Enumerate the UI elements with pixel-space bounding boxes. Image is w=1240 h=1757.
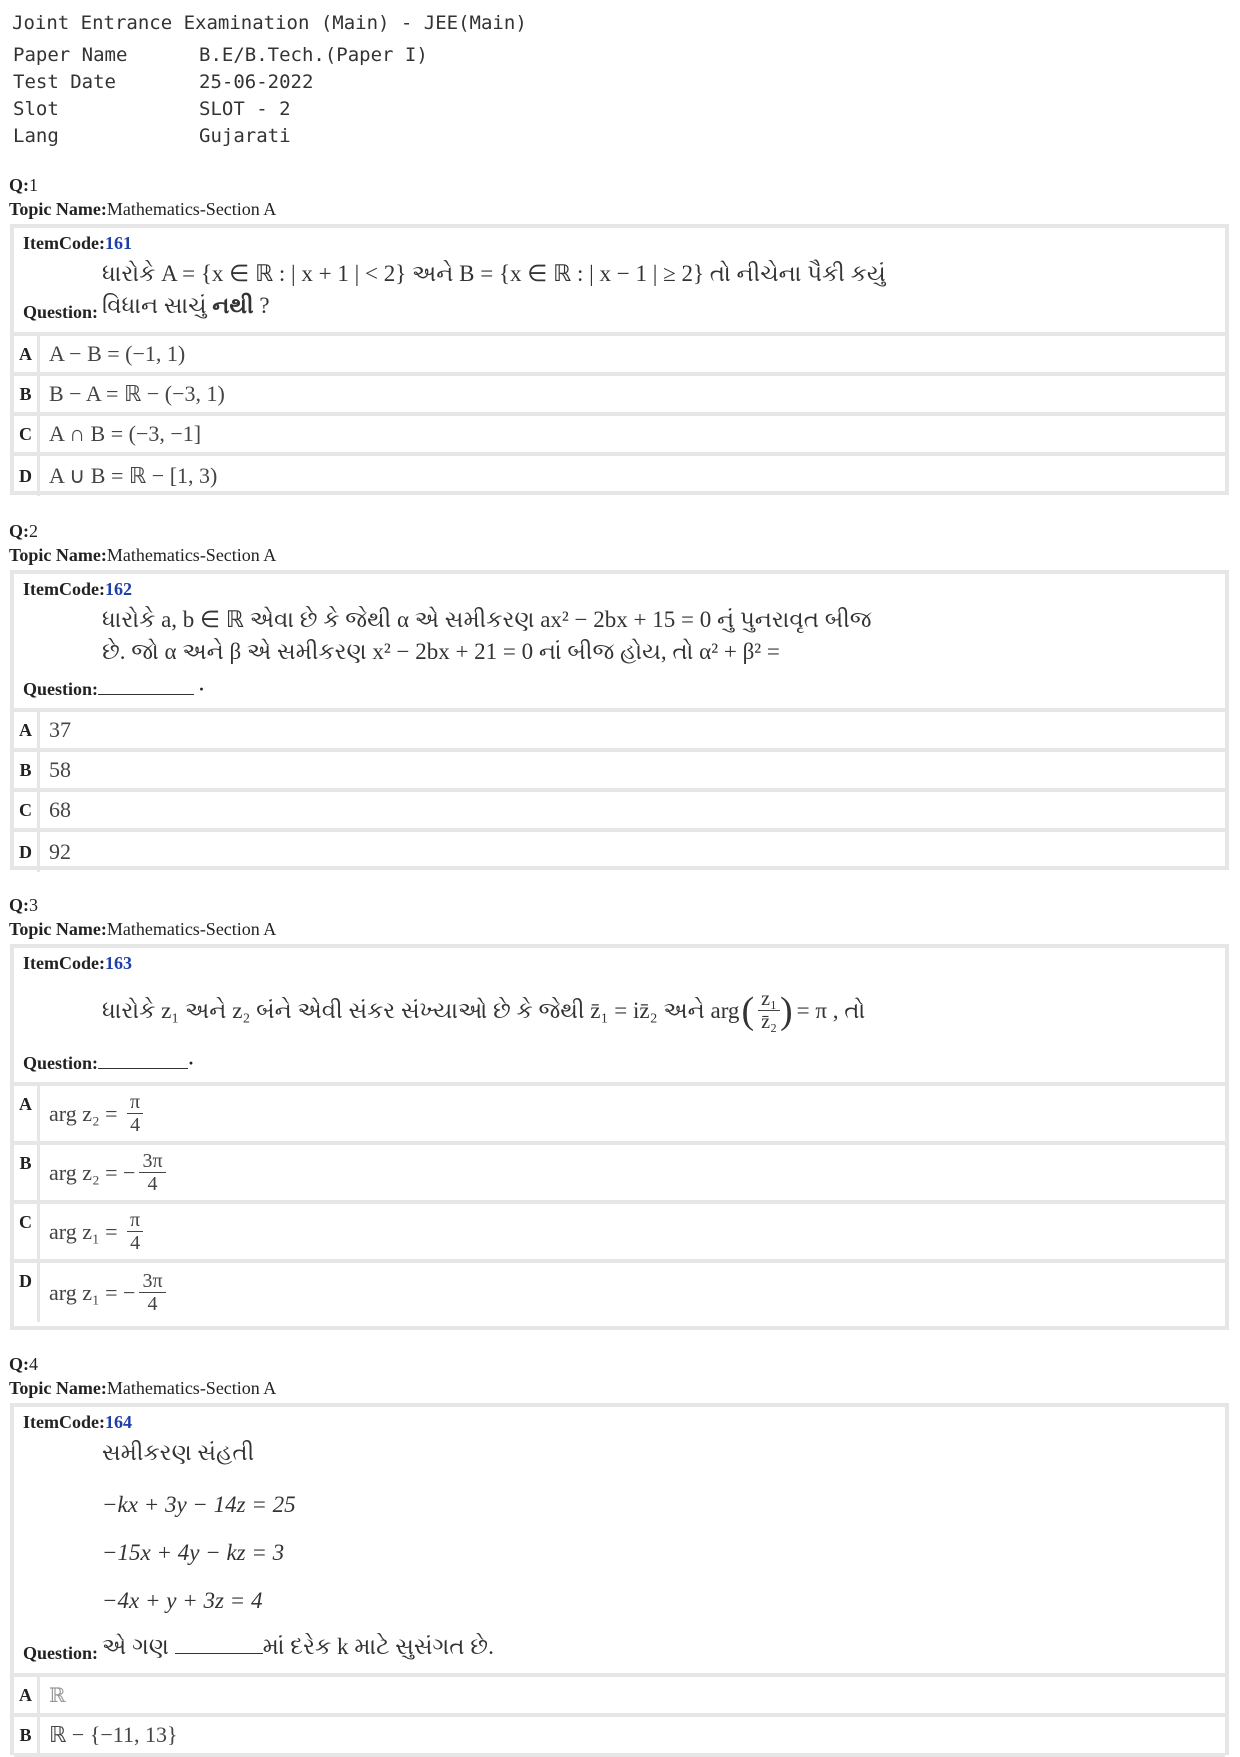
option-a[interactable] [14, 1677, 1225, 1717]
answer-blank [98, 678, 194, 695]
exam-title: Joint Entrance Examination (Main) - JEE(Main) [12, 12, 527, 34]
option-letter: B [14, 1717, 40, 1753]
option-text: A ∩ B = (−3, −1] [49, 421, 202, 446]
exam-header [12, 10, 527, 150]
meta-value: Gujarati [199, 125, 291, 147]
question-cell [14, 228, 1225, 336]
equation: −kx + 3y − 14z = 25 [102, 1492, 296, 1517]
option-letter: A [14, 1677, 40, 1713]
option-d[interactable] [14, 832, 1225, 872]
question-label: Question: · [23, 1053, 195, 1073]
option-letter: D [14, 1263, 40, 1322]
option-letter: A [14, 1086, 40, 1141]
option-letter: A [14, 712, 40, 748]
question-number: Q:4 [9, 1354, 38, 1374]
option-text: A − B = (−1, 1) [49, 341, 186, 366]
item-code: ItemCode:161 [23, 233, 132, 253]
meta-key: Slot [13, 98, 59, 120]
question-label: Question: [23, 302, 99, 322]
option-text: 68 [49, 797, 71, 822]
item-code: ItemCode:164 [23, 1412, 132, 1432]
question-label: Question: [23, 1643, 99, 1663]
meta-value: SLOT - 2 [199, 98, 291, 120]
fraction: $\frac{\text{z₁}}{\text{z̄₂}}$ [758, 988, 780, 1033]
equation: −15x + 4y − kz = 3 [102, 1540, 285, 1565]
item-code: ItemCode:162 [23, 579, 132, 599]
meta-key: Test Date [13, 71, 116, 93]
option-c[interactable] [14, 1204, 1225, 1263]
question-label: Question: · [23, 679, 205, 699]
question-box [10, 1403, 1229, 1755]
option-text: 37 [49, 717, 71, 742]
option-d[interactable] [14, 1263, 1225, 1322]
option-text: ℝ [49, 1683, 66, 1707]
option-c[interactable] [14, 416, 1225, 456]
option-d[interactable] [14, 456, 1225, 496]
option-letter: A [14, 336, 40, 372]
option-text: arg z₂ = $\frac{\pi}{4}$ [40, 1086, 1225, 1141]
question-text-line: ધારોકે a, b ∈ ℝ એવા છે કે જેથી α એ સમીકરણ ax² − 2bx + 15 = 0 નું પુનરાવૃત બીજ [102, 607, 872, 632]
option-letter: C [14, 792, 40, 828]
option-text: arg z₂ = − $\frac{3\pi}{4}$ [40, 1145, 1225, 1200]
option-text: 92 [49, 839, 71, 864]
meta-row-lang [12, 123, 527, 150]
meta-value: 25-06-2022 [199, 71, 314, 93]
question-cell [14, 948, 1225, 1086]
option-b[interactable] [14, 1717, 1225, 1757]
meta-row-date [12, 69, 527, 96]
option-c[interactable] [14, 792, 1225, 832]
topic-name: Topic Name:Mathematics-Section A [9, 199, 277, 219]
question-text-line: એ ગણ માં દરેક k માટે સુસંગત છે. [102, 1634, 494, 1659]
question-number: Q:1 [9, 175, 38, 195]
option-letter: C [14, 1204, 40, 1259]
option-text: arg z₁ = − $\frac{3\pi}{4}$ [40, 1263, 1225, 1322]
answer-blank [98, 1052, 188, 1069]
question-cell [14, 574, 1225, 712]
option-letter: B [14, 376, 40, 412]
option-text: A ∪ B = ℝ − [1, 3) [49, 463, 218, 488]
option-a[interactable] [14, 1086, 1225, 1145]
question-cell [14, 1407, 1225, 1677]
question-text-line: છે. જો α અને β એ સમીકરણ x² − 2bx + 21 = 0 નાં બીજ હોય, તો α² + β² = [102, 639, 780, 664]
question-box [10, 224, 1229, 495]
topic-name: Topic Name:Mathematics-Section A [9, 1378, 277, 1398]
meta-value: B.E/B.Tech.(Paper I) [199, 44, 428, 66]
meta-key: Lang [13, 125, 59, 147]
topic-name: Topic Name:Mathematics-Section A [9, 919, 277, 939]
option-letter: B [14, 752, 40, 788]
question-text-line: વિધાન સાચું નથી ? [102, 293, 270, 318]
option-letter: D [14, 832, 40, 872]
question-number: Q:3 [9, 895, 38, 915]
option-a[interactable] [14, 336, 1225, 376]
option-b[interactable] [14, 376, 1225, 416]
option-b[interactable] [14, 1145, 1225, 1204]
option-text: B − A = ℝ − (−3, 1) [49, 381, 225, 406]
meta-row-slot [12, 96, 527, 123]
question-box [10, 570, 1229, 870]
question-text-line: સમીકરણ સંહતી [102, 1440, 255, 1465]
option-a[interactable] [14, 712, 1225, 752]
question-text-line: ધારોકે A = {x ∈ ℝ : | x + 1 | < 2} અને B = {x ∈ ℝ : | x − 1 | ≥ 2} તો નીચેના પૈકી કયું [102, 261, 886, 286]
option-letter: D [14, 456, 40, 496]
item-code: ItemCode:163 [23, 953, 132, 973]
option-text: 58 [49, 757, 71, 782]
option-letter: B [14, 1145, 40, 1200]
equation: −4x + y + 3z = 4 [102, 1588, 263, 1613]
option-text: arg z₁ = $\frac{\pi}{4}$ [40, 1204, 1225, 1259]
meta-key: Paper Name [13, 44, 128, 66]
question-box [10, 944, 1229, 1330]
question-text-line: ધારોકે z₁ અને z₂ બંને એવી સંકર સંખ્યાઓ છે કે જેથી z̄₁ = iz̄₂ અને arg ( $\frac{\text{z₁}}{\text{z̄₂}}$ ) = π , તો [102, 988, 866, 1033]
topic-name: Topic Name:Mathematics-Section A [9, 545, 277, 565]
option-text: ℝ − {−11, 13} [49, 1722, 178, 1747]
option-b[interactable] [14, 752, 1225, 792]
question-number: Q:2 [9, 521, 38, 541]
answer-blank [175, 1637, 263, 1654]
meta-row-paper [12, 42, 527, 69]
option-letter: C [14, 416, 40, 452]
